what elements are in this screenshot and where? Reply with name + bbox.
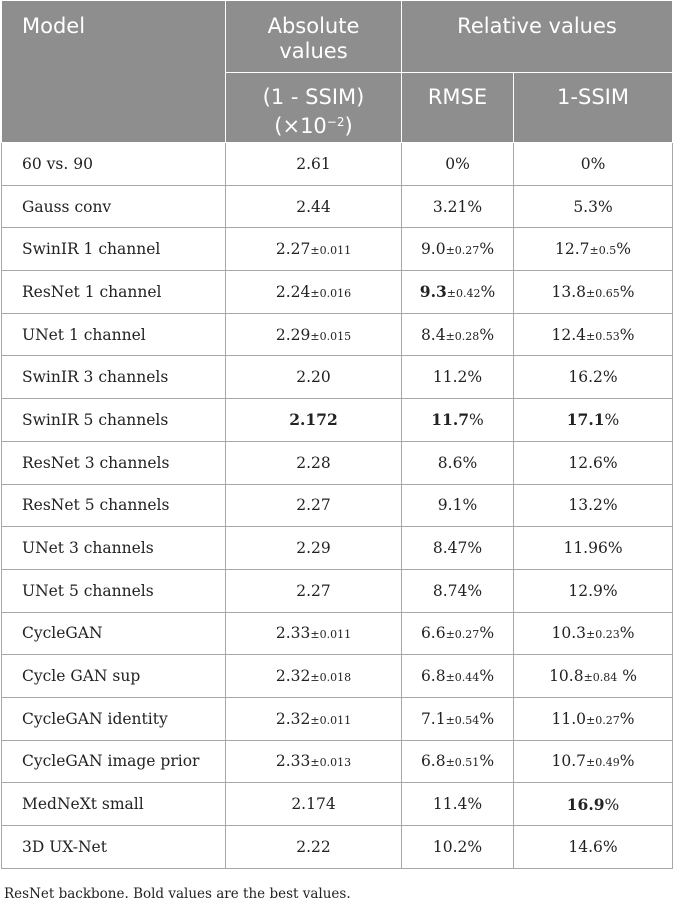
absolute-ssim-cell xyxy=(226,441,402,484)
one-minus-ssim-value: 12.9% xyxy=(568,581,618,600)
abs-sub-exponent: −2 xyxy=(326,115,345,129)
rmse-cell xyxy=(402,826,514,869)
one-minus-ssim-error: ±0.23 xyxy=(586,628,620,642)
one-minus-ssim-suffix: % xyxy=(619,282,635,301)
one-minus-ssim-error: ±0.65 xyxy=(586,286,620,300)
rmse-suffix: % xyxy=(479,624,495,643)
absolute-ssim-cell xyxy=(226,783,402,826)
one-minus-ssim-suffix: % xyxy=(619,752,635,771)
results-table xyxy=(1,0,673,869)
one-minus-ssim-cell xyxy=(514,740,673,783)
absolute-ssim-value: 2.174 xyxy=(291,795,336,814)
model-name-cell: UNet 1 channel xyxy=(2,313,226,356)
absolute-ssim-value: 2.28 xyxy=(296,453,331,472)
model-name-cell: ResNet 3 channels xyxy=(2,441,226,484)
one-minus-ssim-suffix: % xyxy=(619,624,635,643)
rmse-suffix: % xyxy=(479,752,495,771)
rmse-error: ±0.27 xyxy=(445,244,480,258)
one-minus-ssim-value: 0% xyxy=(580,154,606,173)
one-minus-ssim-value: 5.3% xyxy=(573,197,613,216)
one-minus-ssim-value: 13.8 xyxy=(551,282,587,301)
one-minus-ssim-value: 16.2% xyxy=(568,368,618,387)
model-name-cell: Gauss conv xyxy=(2,185,226,228)
table-row xyxy=(2,356,673,399)
one-minus-ssim-error: ±0.53 xyxy=(586,329,620,343)
table-row xyxy=(2,569,673,612)
table-header xyxy=(2,1,673,143)
rmse-suffix: % xyxy=(469,411,484,430)
one-minus-ssim-cell xyxy=(514,527,673,570)
rmse-cell xyxy=(402,569,514,612)
rmse-error: ±0.28 xyxy=(445,329,480,343)
one-minus-ssim-cell xyxy=(514,143,673,186)
rmse-cell xyxy=(402,740,514,783)
table-row xyxy=(2,826,673,869)
model-column-header xyxy=(2,1,226,143)
table-row xyxy=(2,228,673,271)
rmse-cell xyxy=(402,271,514,314)
absolute-ssim-value: 2.27 xyxy=(296,496,331,515)
rmse-suffix: % xyxy=(479,709,495,728)
model-name-cell: SwinIR 3 channels xyxy=(2,356,226,399)
model-name-cell: 3D UX-Net xyxy=(2,826,226,869)
rmse-suffix: % xyxy=(479,667,495,686)
rmse-subheader xyxy=(402,73,514,143)
absolute-ssim-error: ±0.011 xyxy=(310,628,352,642)
absolute-ssim-value: 2.172 xyxy=(289,410,338,430)
rmse-value: 8.4 xyxy=(420,325,446,344)
one-minus-ssim-cell xyxy=(514,185,673,228)
absolute-ssim-cell xyxy=(226,185,402,228)
absolute-ssim-cell xyxy=(226,356,402,399)
rmse-suffix: % xyxy=(480,283,496,302)
model-name-cell: MedNeXt small xyxy=(2,783,226,826)
rmse-cell xyxy=(402,697,514,740)
one-minus-ssim-value: 11.0 xyxy=(551,709,587,728)
absolute-ssim-value: 2.24 xyxy=(275,282,311,301)
rmse-value: 8.47% xyxy=(432,539,483,558)
one-minus-ssim-value: 12.4 xyxy=(551,325,587,344)
one-minus-ssim-cell xyxy=(514,569,673,612)
absolute-ssim-value: 2.33 xyxy=(275,624,311,643)
absolute-ssim-error: ±0.015 xyxy=(310,329,352,343)
absolute-ssim-subheader xyxy=(226,73,402,143)
absolute-ssim-cell xyxy=(226,740,402,783)
one-minus-ssim-value: 16.9 xyxy=(566,794,605,814)
header-row-top xyxy=(2,1,673,73)
one-minus-ssim-error: ±0.84 xyxy=(583,671,618,685)
absolute-ssim-cell xyxy=(226,527,402,570)
one-minus-ssim-cell xyxy=(514,228,673,271)
absolute-ssim-value: 2.32 xyxy=(275,709,311,728)
table-row xyxy=(2,441,673,484)
one-minus-ssim-cell xyxy=(514,697,673,740)
rmse-cell xyxy=(402,441,514,484)
model-name-cell: SwinIR 1 channel xyxy=(2,228,226,271)
absolute-ssim-error: ±0.011 xyxy=(310,713,352,727)
one-minus-ssim-error: ±0.49 xyxy=(586,756,620,770)
one-minus-ssim-error: ±0.27 xyxy=(586,713,620,727)
rmse-error: ±0.42 xyxy=(446,287,481,301)
one-minus-ssim-value: 12.6% xyxy=(568,453,618,472)
one-minus-ssim-value: 10.3 xyxy=(551,624,587,643)
rmse-value: 6.6 xyxy=(420,624,446,643)
rmse-value: 9.0 xyxy=(420,240,446,259)
rmse-error: ±0.51 xyxy=(445,756,480,770)
table-row xyxy=(2,271,673,314)
table-row xyxy=(2,399,673,442)
absolute-ssim-cell xyxy=(226,228,402,271)
one-minus-ssim-cell xyxy=(514,783,673,826)
absolute-header-line2: values xyxy=(279,39,348,63)
rmse-cell xyxy=(402,399,514,442)
rmse-value: 9.3 xyxy=(419,282,447,302)
absolute-ssim-value: 2.27 xyxy=(275,240,311,259)
rmse-cell xyxy=(402,313,514,356)
rmse-cell xyxy=(402,527,514,570)
one-minus-ssim-suffix: % xyxy=(604,795,620,814)
one-minus-ssim-cell xyxy=(514,655,673,698)
table-footnote: ResNet backbone. Bold values are the best values. xyxy=(4,886,351,902)
results-table-container xyxy=(1,0,672,869)
abs-sub-pre: (×10 xyxy=(274,114,327,138)
model-name-cell: ResNet 5 channels xyxy=(2,484,226,527)
absolute-ssim-cell xyxy=(226,313,402,356)
one-minus-ssim-value: 14.6% xyxy=(568,837,618,856)
absolute-ssim-value: 2.22 xyxy=(296,837,331,856)
absolute-ssim-value: 2.44 xyxy=(296,197,331,216)
rmse-error: ±0.44 xyxy=(445,671,480,685)
absolute-ssim-cell xyxy=(226,655,402,698)
ssim-header-text: 1-SSIM xyxy=(557,85,629,109)
absolute-ssim-error: ±0.013 xyxy=(310,756,352,770)
rmse-value: 7.1 xyxy=(420,709,446,728)
rmse-suffix: % xyxy=(479,240,495,259)
absolute-ssim-cell xyxy=(226,569,402,612)
rmse-cell xyxy=(402,143,514,186)
one-minus-ssim-cell xyxy=(514,441,673,484)
table-row xyxy=(2,655,673,698)
rmse-value: 11.2% xyxy=(432,368,483,387)
one-minus-ssim-cell xyxy=(514,399,673,442)
relative-values-header xyxy=(402,1,673,73)
table-body xyxy=(2,143,673,869)
rmse-header-text: RMSE xyxy=(427,85,488,109)
absolute-ssim-cell xyxy=(226,612,402,655)
absolute-ssim-value: 2.61 xyxy=(296,154,331,173)
rmse-value: 11.4% xyxy=(432,795,483,814)
table-row xyxy=(2,185,673,228)
absolute-ssim-value: 2.29 xyxy=(296,539,331,558)
model-name-cell: UNet 5 channels xyxy=(2,569,226,612)
absolute-ssim-error: ±0.018 xyxy=(310,671,352,685)
model-name-cell: SwinIR 5 channels xyxy=(2,399,226,442)
table-row xyxy=(2,527,673,570)
rmse-value: 3.21% xyxy=(432,197,483,216)
one-minus-ssim-cell xyxy=(514,356,673,399)
absolute-header-line1: Absolute xyxy=(267,14,360,38)
rmse-cell xyxy=(402,783,514,826)
model-name-cell: UNet 3 channels xyxy=(2,527,226,570)
table-row xyxy=(2,740,673,783)
one-minus-ssim-value: 10.8 xyxy=(549,667,584,686)
absolute-ssim-error: ±0.011 xyxy=(310,244,352,258)
absolute-ssim-value: 2.29 xyxy=(275,325,311,344)
absolute-ssim-value: 2.32 xyxy=(275,667,311,686)
model-name-cell: CycleGAN identity xyxy=(2,697,226,740)
one-minus-ssim-value: 17.1 xyxy=(566,410,605,430)
table-row xyxy=(2,313,673,356)
absolute-ssim-error: ±0.016 xyxy=(310,286,352,300)
model-header-text: Model xyxy=(22,14,86,38)
rmse-value: 11.7 xyxy=(431,410,470,430)
rmse-suffix: % xyxy=(479,325,495,344)
abs-sub-line1: (1 - SSIM) xyxy=(262,85,365,109)
table-row xyxy=(2,612,673,655)
rmse-value: 6.8 xyxy=(420,667,446,686)
absolute-ssim-cell xyxy=(226,143,402,186)
table-row xyxy=(2,783,673,826)
rmse-value: 9.1% xyxy=(437,496,478,515)
absolute-ssim-value: 2.33 xyxy=(275,752,311,771)
one-minus-ssim-value: 13.2% xyxy=(568,496,618,515)
rmse-error: ±0.54 xyxy=(445,713,480,727)
one-minus-ssim-value: 12.7 xyxy=(555,240,590,259)
one-minus-ssim-cell xyxy=(514,612,673,655)
rmse-cell xyxy=(402,185,514,228)
absolute-ssim-cell xyxy=(226,484,402,527)
rmse-value: 8.6% xyxy=(437,453,478,472)
ssim-subheader xyxy=(514,73,673,143)
model-name-cell: CycleGAN image prior xyxy=(2,740,226,783)
model-name-cell: CycleGAN xyxy=(2,612,226,655)
rmse-cell xyxy=(402,228,514,271)
relative-header-text: Relative values xyxy=(457,14,617,38)
absolute-ssim-cell xyxy=(226,399,402,442)
one-minus-ssim-suffix: % xyxy=(617,667,637,686)
rmse-value: 10.2% xyxy=(432,837,483,856)
rmse-cell xyxy=(402,655,514,698)
one-minus-ssim-suffix: % xyxy=(604,411,620,430)
abs-sub-post: ) xyxy=(344,114,353,138)
one-minus-ssim-suffix: % xyxy=(619,709,635,728)
model-name-cell: ResNet 1 channel xyxy=(2,271,226,314)
one-minus-ssim-cell xyxy=(514,484,673,527)
rmse-cell xyxy=(402,612,514,655)
rmse-error: ±0.27 xyxy=(445,628,480,642)
table-row xyxy=(2,697,673,740)
one-minus-ssim-value: 10.7 xyxy=(551,752,587,771)
one-minus-ssim-error: ±0.5 xyxy=(589,244,617,258)
absolute-ssim-value: 2.20 xyxy=(296,368,331,387)
one-minus-ssim-cell xyxy=(514,313,673,356)
model-name-cell: 60 vs. 90 xyxy=(2,143,226,186)
one-minus-ssim-suffix: % xyxy=(616,240,631,259)
absolute-values-header xyxy=(226,1,402,73)
one-minus-ssim-value: 11.96% xyxy=(563,539,623,558)
table-row xyxy=(2,484,673,527)
absolute-ssim-cell xyxy=(226,271,402,314)
model-name-cell: Cycle GAN sup xyxy=(2,655,226,698)
one-minus-ssim-cell xyxy=(514,271,673,314)
rmse-cell xyxy=(402,484,514,527)
absolute-ssim-cell xyxy=(226,697,402,740)
absolute-ssim-cell xyxy=(226,826,402,869)
absolute-ssim-value: 2.27 xyxy=(296,581,331,600)
rmse-cell xyxy=(402,356,514,399)
one-minus-ssim-cell xyxy=(514,826,673,869)
one-minus-ssim-suffix: % xyxy=(619,325,635,344)
rmse-value: 0% xyxy=(445,154,470,173)
rmse-value: 6.8 xyxy=(420,752,446,771)
rmse-value: 8.74% xyxy=(432,581,483,600)
table-row xyxy=(2,143,673,186)
